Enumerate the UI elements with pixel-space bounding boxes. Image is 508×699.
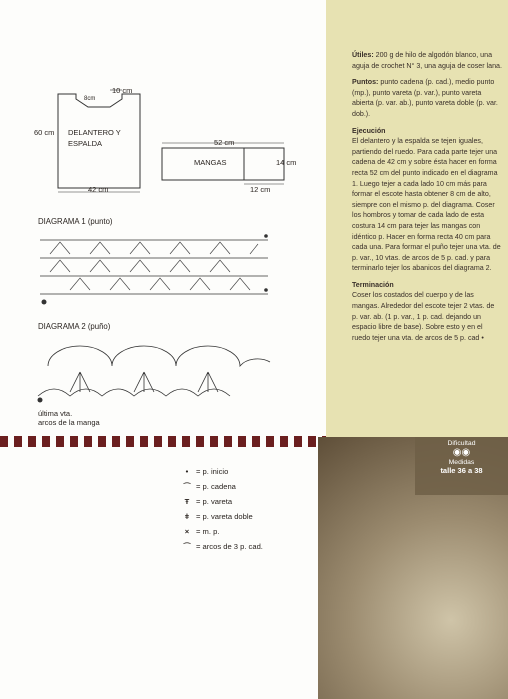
terminacion-body: Coser los costados del cuerpo y de las mangas. Alrededor del escote tejer 2 vtas. de p. var. ab. (1 p. var., 1 p. cad. dejando un espacio libre de base). Sobre esto y en el ruedo tejer una vta. de arcos de 5 p. cad •: [352, 291, 495, 342]
legend-item: [182, 509, 263, 524]
chain-icon: ⌒: [183, 482, 191, 491]
diagram2-note-2: arcos de la manga: [38, 418, 100, 427]
garment-schematic: [28, 80, 308, 195]
instructions-text: [352, 50, 502, 349]
sleeve-length-label: 52 cm: [214, 138, 235, 147]
stitch-legend: [182, 464, 263, 554]
sizes-value: talle 36 a 38: [440, 466, 483, 475]
diagram1-title: DIAGRAMA 1 (punto): [38, 217, 113, 226]
cuff-length-label: 12 cm: [250, 185, 271, 194]
legend-item: [182, 479, 263, 494]
legend-item: [182, 524, 263, 539]
legend-text: = arcos de 3 p. cad.: [196, 542, 263, 551]
legend-item: [182, 494, 263, 509]
dot-icon: •: [185, 467, 189, 476]
legend-text: = p. vareta: [196, 497, 233, 506]
utiles-label: Útiles:: [352, 51, 374, 59]
difficulty-icon: ◉◉: [452, 447, 471, 458]
sleeve-label: MANGAS: [194, 158, 227, 167]
ejecucion-body: El delantero y la espalda se tejen iguales, partiendo del ruedo. Para cada parte tejer una cadena de 42 cm y sobre ésta hacer en forma recta 52 cm del punto indicado en el diagrama 1. Luego tejer a cada lado 10 cm más para formar el escote hasta obtener 8 cm de alto, siempre con el mismo p. del diagrama. Coser los hombros y tomar de cada lado de esta costura 14 cm para tejer las mangas con idéntico p. Hacer en forma recta 40 cm para cada una. Para formar el puño tejer una vta. de p. var., 10 vtas. de arcos de 5 p. cad. y para terminarlo tejer los abanicos del diagrama 2.: [352, 137, 501, 273]
stitch-diagram-2: [30, 334, 280, 404]
front-height-label: 60 cm: [34, 128, 55, 137]
difficulty-label: Dificultad: [447, 440, 476, 447]
cross-icon: ×: [184, 527, 190, 536]
stitch-diagram-1: [30, 228, 280, 308]
arc-icon: ⌒: [183, 542, 191, 551]
shoulder-label: 10 cm: [112, 86, 133, 95]
diagram2-title: DIAGRAMA 2 (puño): [38, 322, 111, 331]
legend-text: = p. inicio: [196, 467, 229, 476]
legend-item: [182, 539, 263, 554]
diagram2-note-1: última vta.: [38, 409, 73, 418]
utiles-body: 200 g de hilo de algodón blanco, una aguja de crochet N° 3, una aguja de coser lana.: [352, 51, 502, 70]
terminacion-title: Terminación: [352, 280, 394, 289]
vareta-icon: Ŧ: [184, 497, 190, 506]
front-label-2: ESPALDA: [68, 139, 103, 148]
sleeve-height-label: 14 cm: [276, 158, 297, 167]
vareta-doble-icon: ǂ: [184, 512, 190, 521]
sizes-label: Medidas: [448, 459, 475, 466]
legend-text: = p. cadena: [196, 482, 236, 491]
front-width-label: 42 cm: [88, 185, 109, 194]
legend-text: = m. p.: [196, 527, 220, 536]
puntos-body: punto cadena (p. cad.), medio punto (mp.), punto vareta (p. var.), punto vareta abierta (p. var. ab.), punto vareta doble (p. var. dob.).: [352, 78, 498, 118]
neck-depth-label: 8cm: [84, 96, 96, 102]
puntos-label: Puntos:: [352, 78, 379, 87]
legend-text: = p. vareta doble: [196, 512, 253, 521]
legend-item: [182, 464, 263, 479]
difficulty-badge: [415, 437, 508, 495]
dashed-separator: [0, 436, 326, 447]
front-label-1: DELANTERO Y: [68, 128, 121, 137]
ejecucion-title: Ejecución: [352, 126, 386, 135]
